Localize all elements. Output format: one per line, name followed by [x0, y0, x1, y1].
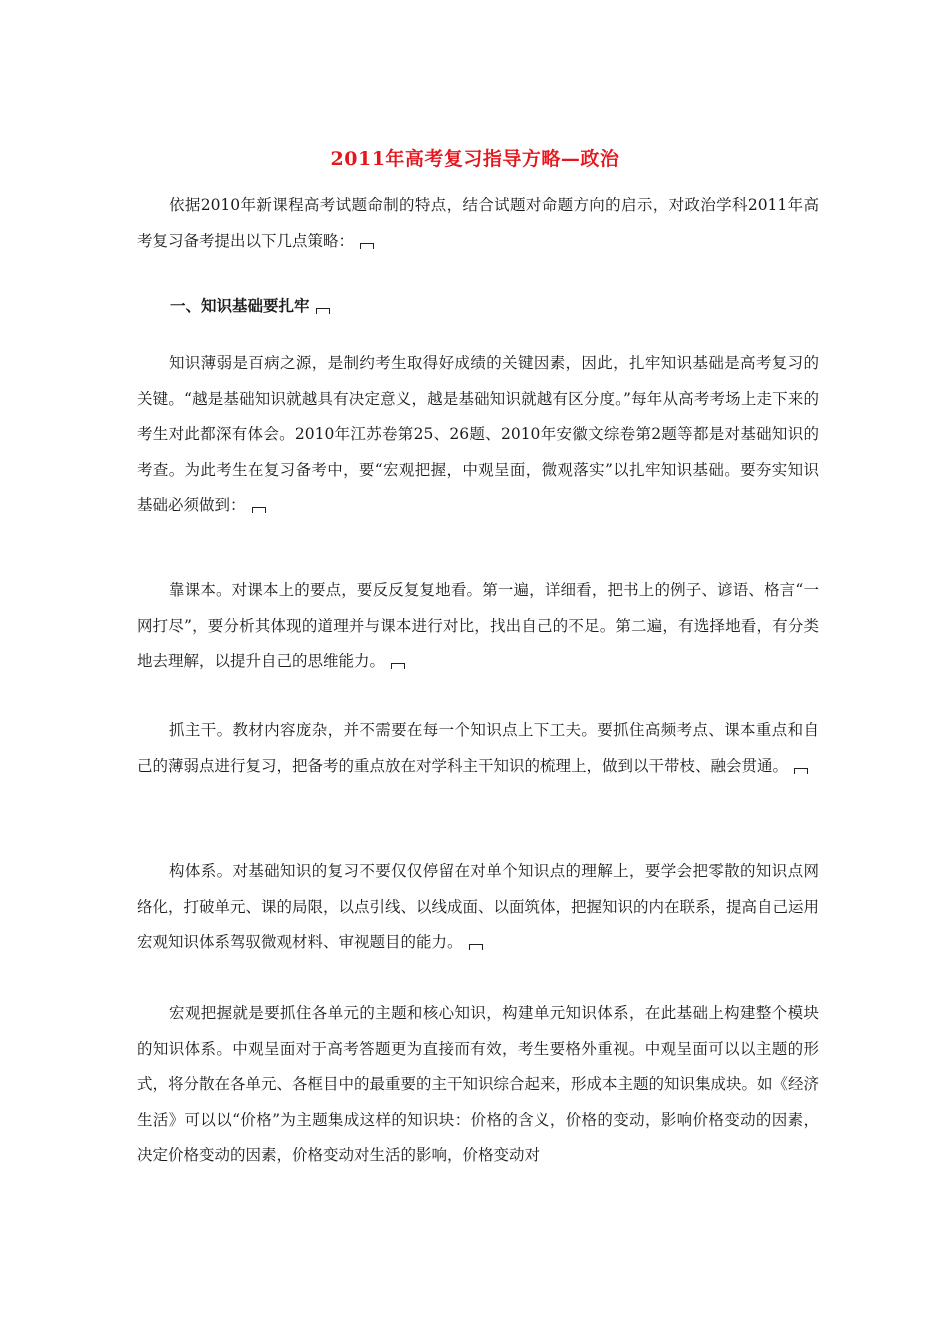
section-heading-text: 一、知识基础要扎牢 [170, 296, 310, 315]
paragraph-mark-icon [391, 663, 405, 669]
paragraph-text: 宏观把握就是要抓住各单元的主题和核心知识，构建单元知识体系，在此基础上构建整个模块的知识体系。中观呈面对于高考答题更为直接而有效，考生要格外重视。中观呈面可以以主题的形式，将分散在各单元、各框目中的最重要的主干知识综合起来，形成本主题的知识集成块。如《经济生活》可以以“价格”为主题集成这样的知识块：价格的含义，价格的变动，影响价格变动的因素，决定价格变动的因素，价格变动对生活的影响，价格变动对 [137, 1004, 820, 1164]
paragraph-mark-icon [252, 507, 266, 513]
body-paragraph [137, 573, 819, 680]
paragraph-text: 知识薄弱是百病之源，是制约考生取得好成绩的关键因素，因此，扎牢知识基础是高考复习的关键。“越是基础知识就越具有决定意义，越是基础知识就越有区分度。”每年从高考考场上走下来的考生对此都深有体会。2010年江苏卷第25、26题、2010年安徽文综卷第2题等都是对基础知识的考查。为此考生在复习备考中，要“宏观把握，中观呈面，微观落实”以扎牢知识基础。要夯实知识基础必须做到： [137, 354, 820, 514]
paragraph-mark-icon [316, 308, 330, 314]
body-paragraph [137, 346, 819, 524]
section-heading [170, 288, 330, 323]
body-paragraph [137, 713, 819, 784]
body-paragraph [137, 996, 819, 1174]
body-paragraph [137, 854, 819, 961]
paragraph-mark-icon [360, 243, 374, 249]
document-title: 2011年高考复习指导方略—政治 [330, 148, 620, 170]
paragraph-mark-icon [794, 768, 808, 774]
paragraph-text: 靠课本。对课本上的要点，要反反复复地看。第一遍，详细看，把书上的例子、谚语、格言“一网打尽”，要分析其体现的道理并与课本进行对比，找出自己的不足。第二遍，有选择地看，有分类地去理解，以提升自己的思维能力。 [137, 581, 819, 670]
paragraph-text: 构体系。对基础知识的复习不要仅仅停留在对单个知识点的理解上，要学会把零散的知识点网络化，打破单元、课的局限，以点引线、以线成面、以面筑体，把握知识的内在联系，提高自己运用宏观知识体系驾驭微观材料、审视题目的能力。 [137, 862, 820, 951]
paragraph-mark-icon [469, 944, 483, 950]
intro-text: 依据2010年新课程高考试题命制的特点，结合试题对命题方向的启示，对政治学科2011年高考复习备考提出以下几点策略： [137, 196, 819, 250]
intro-paragraph [137, 188, 819, 259]
paragraph-text: 抓主干。教材内容庞杂，并不需要在每一个知识点上下工夫。要抓住高频考点、课本重点和自己的薄弱点进行复习，把备考的重点放在对学科主干知识的梳理上，做到以干带枝、融会贯通。 [137, 721, 819, 775]
